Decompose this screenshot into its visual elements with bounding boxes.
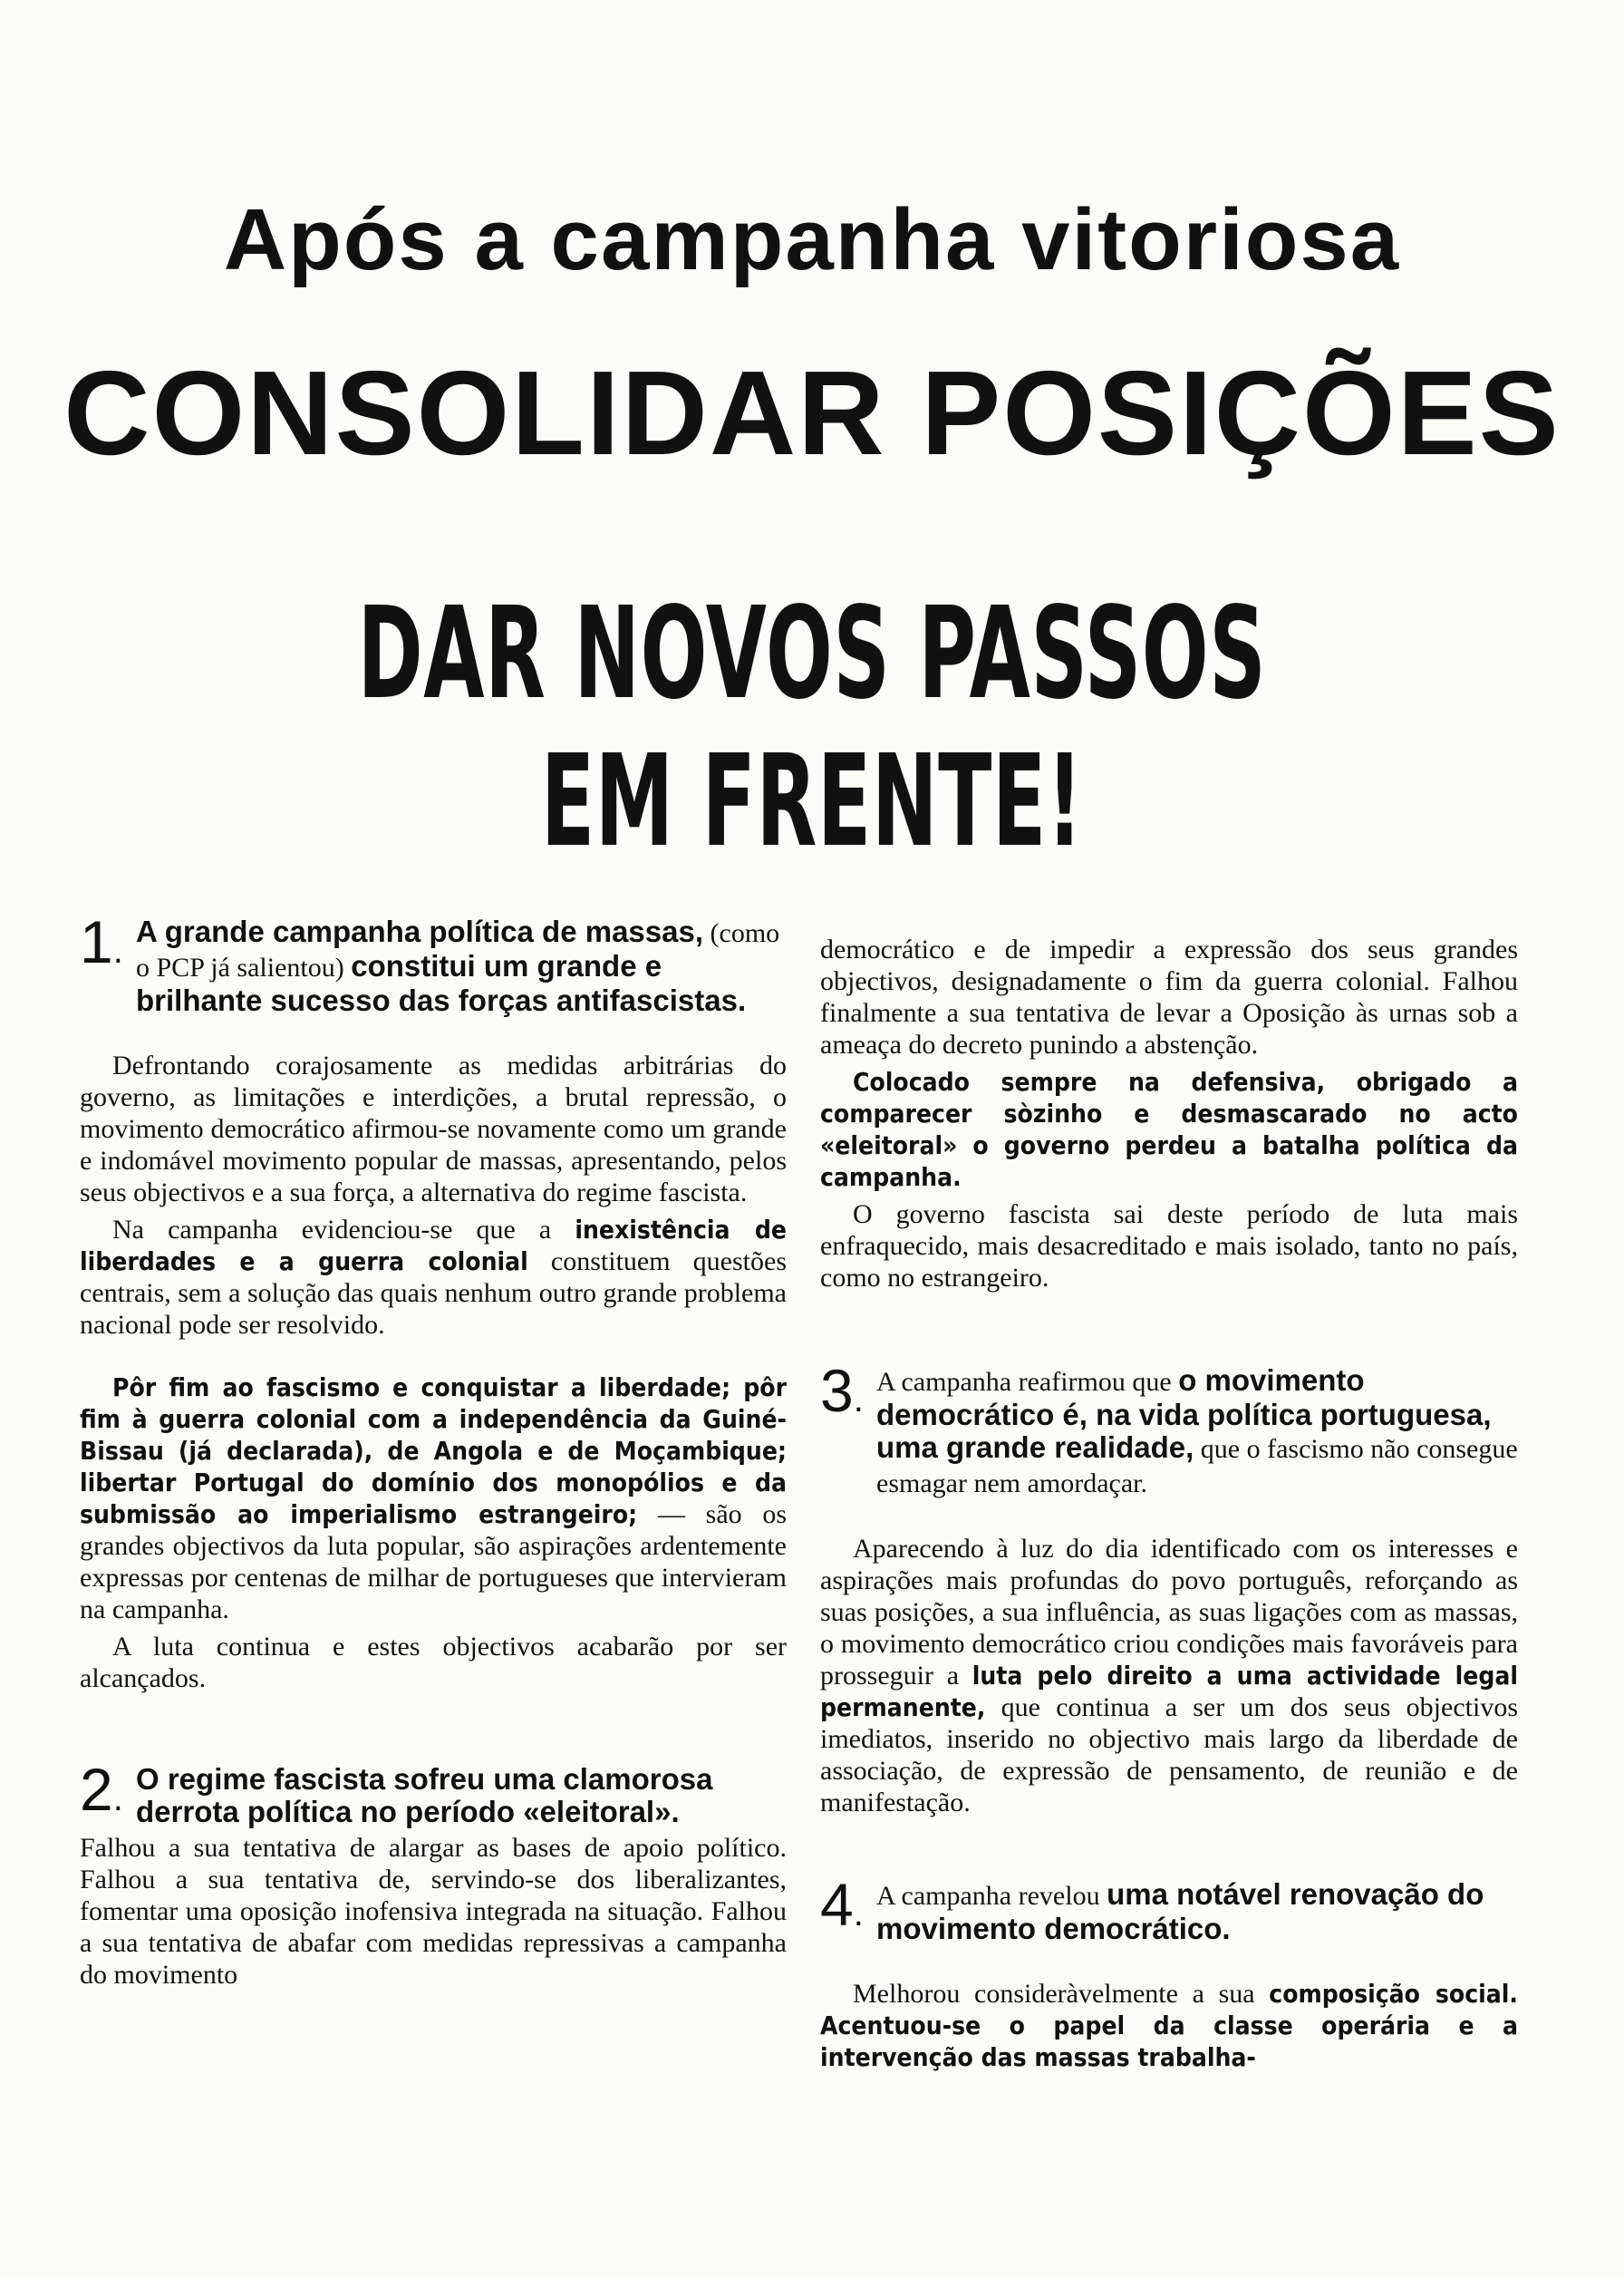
text-run: constituem questões centrais, sem a solução das quais nenhum outro grande problema nacional pode ser resolvido. (80, 1246, 787, 1340)
heading-plain: (como o PCP já salientou) (136, 918, 780, 983)
heading-bold: A grande campanha política de massas, (136, 915, 704, 948)
bold-text-run: luta pelo direito a uma actividade legal permanente, (820, 1661, 1519, 1722)
section-heading (876, 1878, 1518, 1945)
section-3 (820, 1357, 1518, 1500)
section-heading (876, 1364, 1518, 1500)
left-column (80, 908, 788, 1996)
bold-text-run: Pôr fim ao fascismo e conquistar a liberdade; pôr fim à guerra colonial com a independência da Guiné-Bissau (já declarada), de Angola e de Moçambique; libertar Portugal do domínio dos monopólios e da submissão ao imperialismo estrangeiro; (80, 1372, 787, 1529)
section-4 (820, 1871, 1518, 1945)
section-number: 3 . (820, 1361, 864, 1429)
paragraph (80, 1371, 787, 1625)
paragraph: Falhou a sua tentativa de alargar as bases de apoio político. Falhou a sua tentativa de, servindo-se dos liberalizantes, fomentar uma oposição inofensiva integrada na situação. Falhou a sua tentativa de abafar com medidas repressivas a campanha do movimento (80, 1833, 787, 1990)
heading-plain: A campanha reafirmou que (876, 1367, 1179, 1397)
text-run: — são os grandes objectivos da luta popular, são aspirações ardentemente expressas por centenas de milhar de portugueses que intervieram na campanha. (80, 1499, 788, 1624)
bold-text-run: inexistência de liberdades e a guerra colonial (80, 1215, 787, 1276)
paragraph (80, 1214, 787, 1341)
paragraph (820, 1066, 1518, 1193)
headline-line-1: Após a campanha vitoriosa (223, 191, 1401, 288)
paragraph (820, 1533, 1518, 1818)
text-run: Aparecendo à luz do dia identificado com os interesses e aspirações mais profundas do povo português, reforçando as suas posições, a sua influência, as suas ligações com as massas, o movimento democrático criou condições mais favoráveis para prosseguir a (820, 1534, 1518, 1691)
paragraph: democrático e de impedir a expressão dos seus grandes objectivos, designadamente o fim da guerra colonial. Falhou finalmente a sua tentativa de levar a Oposição às urnas sob a ameaça do decreto punindo a abstenção. (820, 935, 1518, 1060)
bold-text-run: composição social. Acentuou-se o papel da classe operária e a intervenção das massas trabalha- (820, 1979, 1518, 2072)
bold-text-run: Colocado sempre na defensiva, obrigado a comparecer sòzinho e desmascarado no acto «eleitoral» o governo perdeu a batalha política da campanha. (820, 1067, 1518, 1192)
text-run: que continua a ser um dos seus objectivos imediatos, inserido no objectivo mais largo da liberdade de associação, de expressão de pensamento, de reunião e de manifestação. (820, 1692, 1518, 1817)
text-run: Melhorou consideràvelmente a sua (853, 1979, 1270, 2009)
text-run: Na campanha evidenciou-se que a (112, 1215, 575, 1245)
heading-bold: o movimento democrático é, na vida política portuguesa, uma grande realidade, (876, 1363, 1492, 1464)
heading-bold: constitui um grande e brilhante sucesso das forças antifascistas. (136, 949, 747, 1017)
paragraph: Defrontando corajosamente as medidas arbitrárias do governo, as limitações e interdições, a brutal repressão, o movimento democrático afirmou-se novamente como um grande e indomável movimento popular de massas, apresentando, pelos seus objectivos e a sua força, a alternativa do regime fascista. (80, 1051, 787, 1207)
paragraph: O governo fascista sai deste período de luta mais enfraquecido, mais desacreditado e mais isolado, tanto no país, como no estrangeiro. (820, 1199, 1518, 1293)
headline-line-3: DAR NOVOS PASSOS EM FRENTE! (357, 580, 1267, 876)
headline-line-2: CONSOLIDAR POSIÇÕES (63, 346, 1561, 480)
section-2 (80, 1756, 787, 1828)
section-1 (80, 908, 787, 1017)
section-number: 1 . (80, 912, 123, 981)
heading-bold: uma notável renovação do movimento democrático. (876, 1877, 1484, 1945)
heading-plain: que o fascismo não consegue esmagar nem amordaçar. (876, 1434, 1518, 1498)
section-number: 2 . (80, 1759, 123, 1828)
section-number: 4 . (820, 1875, 864, 1943)
section-heading (136, 916, 787, 1017)
paragraph (820, 1978, 1518, 2073)
paragraph: A luta continua e estes objectivos acabarão por ser alcançados. (80, 1632, 787, 1693)
heading-plain: A campanha revelou (876, 1881, 1107, 1911)
right-column (820, 934, 1518, 2078)
section-heading: O regime fascista sofreu uma clamorosa derrota política no período «eleitoral». (136, 1762, 713, 1828)
